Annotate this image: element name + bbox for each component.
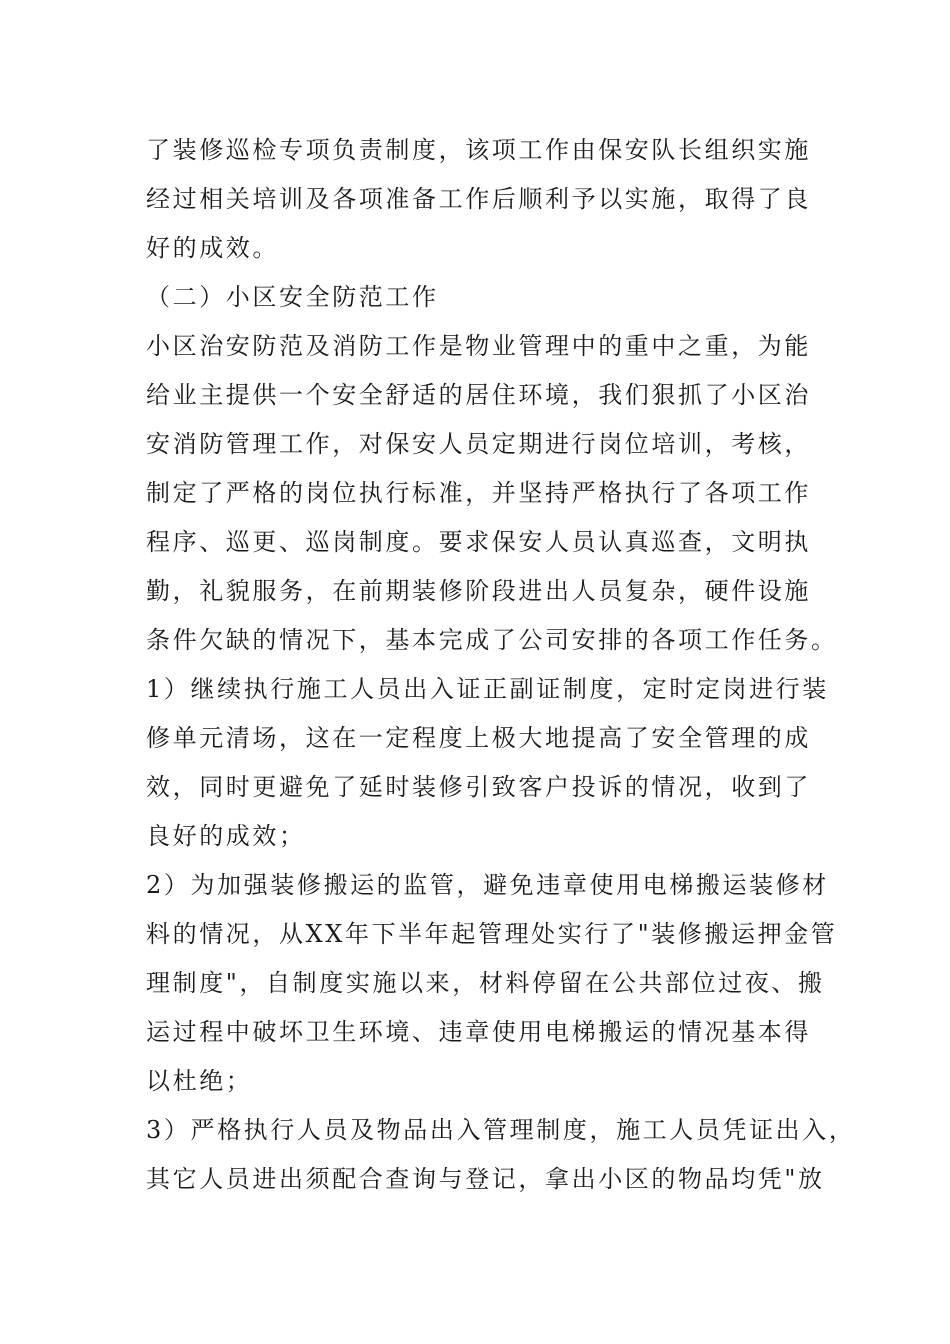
- text-line-6: 给业主提供一个安全舒适的居住环境，我们狠抓了小区治: [146, 381, 811, 409]
- text-line-8: 制定了严格的岗位执行标准，并坚持严格执行了各项工作: [146, 479, 811, 507]
- text-line-7: 安消防管理工作，对保安人员定期进行岗位培训，考核，: [146, 430, 811, 458]
- section-heading: （二）小区安全防范工作: [146, 283, 439, 311]
- text-line-11: 条件欠缺的情况下，基本完成了公司安排的各项工作任务。: [146, 626, 838, 654]
- list-item-2-line-4: 运过程中破坏卫生环境、违章使用电梯搬运的情况基本得: [146, 1018, 811, 1046]
- list-item-2-line-2: 料的情况，从XX年下半年起管理处实行了"装修搬运押金管: [146, 920, 838, 948]
- text-line-3: 好的成效。: [146, 234, 279, 262]
- list-item-1-line-1: 1）继续执行施工人员出入证正副证制度，定时定岗进行装: [146, 675, 829, 703]
- list-item-2-line-1: 2）为加强装修搬运的监管，避免违章使用电梯搬运装修材: [146, 871, 829, 899]
- text-line-1: 了装修巡检专项负责制度，该项工作由保安队长组织实施: [146, 136, 811, 164]
- text-line-2: 经过相关培训及各项准备工作后顺利予以实施，取得了良: [146, 185, 811, 213]
- text-line-10: 勤，礼貌服务，在前期装修阶段进出人员复杂，硬件设施: [146, 577, 811, 605]
- text-line-5: 小区治安防范及消防工作是物业管理中的重中之重，为能: [146, 332, 811, 360]
- text-line-9: 程序、巡更、巡岗制度。要求保安人员认真巡查，文明执: [146, 528, 811, 556]
- document-body: [146, 126, 856, 1204]
- list-item-2-line-5: 以杜绝；: [146, 1067, 253, 1095]
- list-item-1-line-3: 效，同时更避免了延时装修引致客户投诉的情况，收到了: [146, 773, 811, 801]
- list-item-1-line-4: 良好的成效；: [146, 822, 306, 850]
- list-item-3-line-2: 其它人员进出须配合查询与登记，拿出小区的物品均凭"放: [146, 1165, 825, 1193]
- list-item-3-line-1: 3）严格执行人员及物品出入管理制度，施工人员凭证出入，: [146, 1116, 856, 1144]
- list-item-1-line-2: 修单元清场，这在一定程度上极大地提高了安全管理的成: [146, 724, 811, 752]
- list-item-2-line-3: 理制度"，自制度实施以来，材料停留在公共部位过夜、搬: [146, 969, 825, 997]
